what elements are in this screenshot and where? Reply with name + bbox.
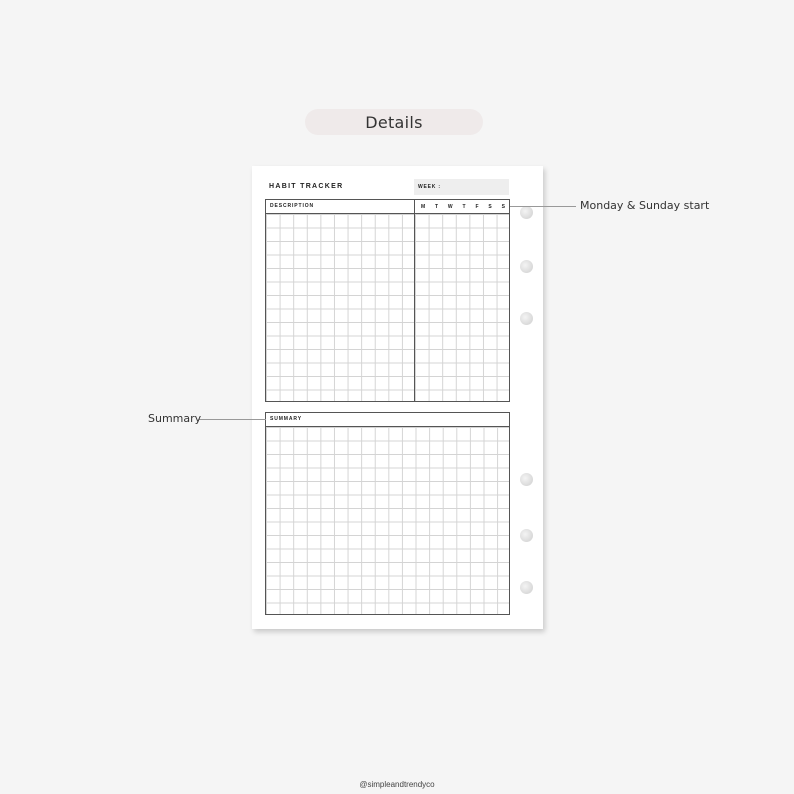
- description-grid: [266, 214, 414, 401]
- planner-page: [252, 166, 543, 629]
- day-t2: T: [462, 203, 466, 210]
- description-header: DESCRIPTION: [270, 203, 315, 209]
- binder-hole: [520, 260, 533, 273]
- day-m: M: [420, 203, 426, 210]
- annotation-summary: Summary: [148, 412, 202, 425]
- day-s: S: [488, 203, 492, 210]
- details-title: Details: [365, 112, 423, 132]
- binder-hole: [520, 473, 533, 486]
- day-t: T: [434, 203, 439, 210]
- days-grid: [415, 214, 509, 401]
- summary-header: SUMMARY: [270, 416, 302, 422]
- week-field: WEEK :: [414, 179, 509, 195]
- weekday-header: [416, 200, 510, 213]
- binder-hole: [520, 206, 533, 219]
- annotation-line-summary: [199, 419, 266, 420]
- habit-box: [265, 199, 510, 402]
- page-title: HABIT TRACKER: [269, 183, 344, 190]
- day-f: F: [475, 203, 479, 210]
- summary-box: [265, 412, 510, 615]
- annotation-monday-sunday: Monday & Sunday start: [580, 199, 710, 212]
- summary-grid: [266, 427, 509, 614]
- footer-credit: @simpleandtrendyco: [359, 780, 435, 789]
- details-pill: [305, 109, 483, 135]
- binder-hole: [520, 581, 533, 594]
- binder-hole: [520, 529, 533, 542]
- day-w: W: [447, 203, 453, 210]
- annotation-line-days: [510, 206, 576, 207]
- day-s2: S: [501, 203, 505, 210]
- binder-hole: [520, 312, 533, 325]
